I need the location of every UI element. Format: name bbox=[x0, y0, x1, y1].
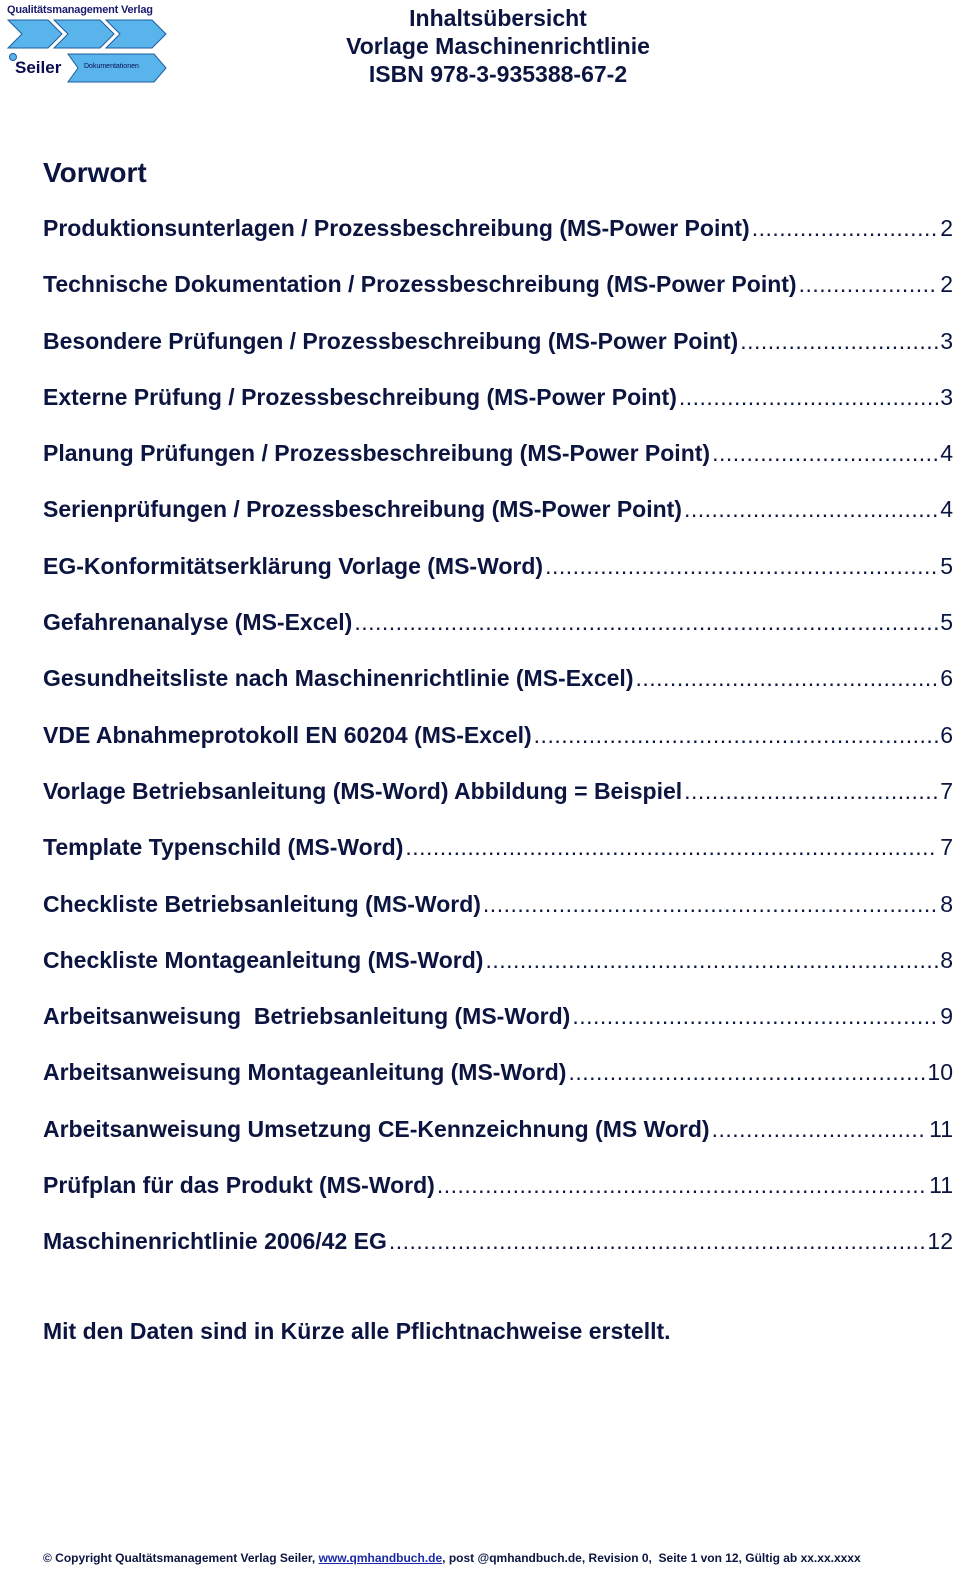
footer-suffix: , post @qmhandbuch.de, Revision 0, Seite 1 von 12, Gültig ab xx.xx.xxxx bbox=[442, 1551, 861, 1565]
toc-entry-page: 4 bbox=[940, 440, 953, 467]
copyright-footer bbox=[43, 1551, 861, 1565]
toc-entry-title: Produktionsunterlagen / Prozessbeschreibung (MS-Power Point) bbox=[43, 215, 750, 241]
toc-entry-page: 8 bbox=[940, 890, 953, 917]
toc-entry-title: Besondere Prüfungen / Prozessbeschreibung (MS-Power Point) bbox=[43, 327, 739, 354]
toc-entry-page: 6 bbox=[940, 665, 953, 692]
toc-entry-title: Vorlage Betriebsanleitung (MS-Word) Abbildung = Beispiel bbox=[43, 777, 683, 804]
publisher-logo bbox=[4, 2, 172, 84]
toc-dot-leader bbox=[572, 1003, 938, 1030]
document-header bbox=[300, 4, 696, 88]
website-link[interactable]: www.qmhandbuch.de bbox=[318, 1551, 443, 1565]
toc-entry-title: Arbeitsanweisung Umsetzung CE-Kennzeichnung (MS Word) bbox=[43, 1115, 710, 1142]
toc-entry-page: 6 bbox=[940, 721, 953, 748]
toc-entry-page: 8 bbox=[940, 946, 953, 973]
toc-entry[interactable] bbox=[43, 271, 953, 327]
toc-entry-page: 11 bbox=[929, 1115, 953, 1142]
toc-entry[interactable] bbox=[43, 778, 953, 834]
logo-publisher-text: Qualitätsmanagement Verlag bbox=[7, 4, 153, 16]
toc-entry[interactable] bbox=[43, 1003, 953, 1059]
toc-dot-leader bbox=[534, 722, 939, 749]
toc-entry-page: 10 bbox=[927, 1059, 953, 1086]
toc-dot-leader bbox=[568, 1059, 925, 1086]
closing-statement: Mit den Daten sind in Kürze alle Pflichtnachweise erstellt. bbox=[43, 1318, 671, 1344]
toc-entry[interactable] bbox=[43, 328, 953, 384]
toc-dot-leader bbox=[752, 215, 939, 242]
toc-entry-title: Checkliste Betriebsanleitung (MS-Word) bbox=[43, 890, 481, 917]
toc-entry[interactable] bbox=[43, 1228, 953, 1284]
toc-entry-title: EG-Konformitätserklärung Vorlage (MS-Word) bbox=[43, 552, 544, 579]
toc-entry-title: Prüfplan für das Produkt (MS-Word) bbox=[43, 1172, 435, 1199]
toc-entry-page: 9 bbox=[940, 1003, 953, 1030]
logo-tagline-text: Dokumentationen bbox=[84, 63, 139, 70]
toc-entry[interactable] bbox=[43, 384, 953, 440]
toc-entry[interactable] bbox=[43, 553, 953, 609]
header-line-subtitle: Vorlage Maschinenrichtlinie bbox=[346, 33, 650, 59]
toc-dot-leader bbox=[712, 440, 938, 467]
header-line-title: Inhaltsübersicht bbox=[409, 5, 587, 31]
preface-heading: Vorwort bbox=[43, 157, 147, 188]
toc-entry-page: 5 bbox=[940, 552, 953, 579]
toc-dot-leader bbox=[437, 1172, 927, 1199]
toc-entry[interactable] bbox=[43, 215, 953, 271]
toc-entry-title: VDE Abnahmeprotokoll EN 60204 (MS-Excel) bbox=[43, 721, 532, 748]
toc-dot-leader bbox=[712, 1116, 928, 1143]
toc-dot-leader bbox=[405, 834, 938, 861]
toc-dot-leader bbox=[684, 496, 938, 523]
toc-dot-leader bbox=[679, 384, 938, 411]
toc-entry[interactable] bbox=[43, 496, 953, 552]
table-of-contents bbox=[43, 215, 953, 1285]
toc-entry-page: 12 bbox=[927, 1228, 953, 1255]
toc-entry[interactable] bbox=[43, 609, 953, 665]
toc-entry-title: Technische Dokumentation / Prozessbeschreibung (MS-Power Point) bbox=[43, 271, 797, 298]
logo-brand-text: Seiler bbox=[15, 58, 62, 77]
toc-entry-page: 11 bbox=[929, 1172, 953, 1199]
toc-dot-leader bbox=[799, 271, 939, 298]
toc-entry-title: Checkliste Montageanleitung (MS-Word) bbox=[43, 946, 484, 973]
toc-entry-title: Maschinenrichtlinie 2006/42 EG bbox=[43, 1228, 387, 1255]
toc-dot-leader bbox=[483, 891, 938, 918]
header-line-isbn: ISBN 978-3-935388-67-2 bbox=[368, 61, 628, 87]
toc-dot-leader bbox=[740, 328, 938, 355]
toc-entry-page: 3 bbox=[940, 383, 953, 410]
toc-entry[interactable] bbox=[43, 1116, 953, 1172]
toc-entry[interactable] bbox=[43, 834, 953, 890]
toc-entry[interactable] bbox=[43, 947, 953, 1003]
toc-entry-page: 7 bbox=[940, 777, 953, 804]
toc-entry-title: Gesundheitsliste nach Maschinenrichtlinie (MS-Excel) bbox=[43, 665, 634, 692]
toc-dot-leader bbox=[635, 665, 938, 692]
footer-prefix: © Copyright Qualtätsmanagement Verlag Seiler, bbox=[43, 1551, 319, 1565]
toc-entry-page: 7 bbox=[940, 834, 953, 861]
toc-entry-title: Planung Prüfungen / Prozessbeschreibung (MS-Power Point) bbox=[43, 440, 711, 467]
toc-entry-title: Serienprüfungen / Prozessbeschreibung (MS-Power Point) bbox=[43, 496, 682, 523]
toc-entry[interactable] bbox=[43, 1172, 953, 1228]
toc-entry-page: 2 bbox=[940, 215, 953, 241]
toc-entry-title: Template Typenschild (MS-Word) bbox=[43, 834, 404, 861]
toc-dot-leader bbox=[389, 1228, 926, 1255]
toc-entry-page: 2 bbox=[940, 271, 953, 298]
toc-entry-page: 3 bbox=[940, 327, 953, 354]
toc-entry-title: Arbeitsanweisung Betriebsanleitung (MS-Word) bbox=[43, 1003, 571, 1030]
toc-dot-leader bbox=[684, 778, 938, 805]
toc-dot-leader bbox=[354, 609, 938, 636]
toc-entry[interactable] bbox=[43, 722, 953, 778]
toc-dot-leader bbox=[545, 553, 938, 580]
toc-entry-page: 5 bbox=[940, 609, 953, 636]
toc-entry-title: Arbeitsanweisung Montageanleitung (MS-Word) bbox=[43, 1059, 567, 1086]
toc-entry-title: Gefahrenanalyse (MS-Excel) bbox=[43, 609, 353, 636]
toc-entry[interactable] bbox=[43, 440, 953, 496]
toc-entry-page: 4 bbox=[940, 496, 953, 523]
toc-entry[interactable] bbox=[43, 891, 953, 947]
toc-entry[interactable] bbox=[43, 1059, 953, 1115]
toc-entry[interactable] bbox=[43, 665, 953, 721]
toc-entry-title: Externe Prüfung / Prozessbeschreibung (MS-Power Point) bbox=[43, 383, 677, 410]
toc-dot-leader bbox=[485, 947, 938, 974]
